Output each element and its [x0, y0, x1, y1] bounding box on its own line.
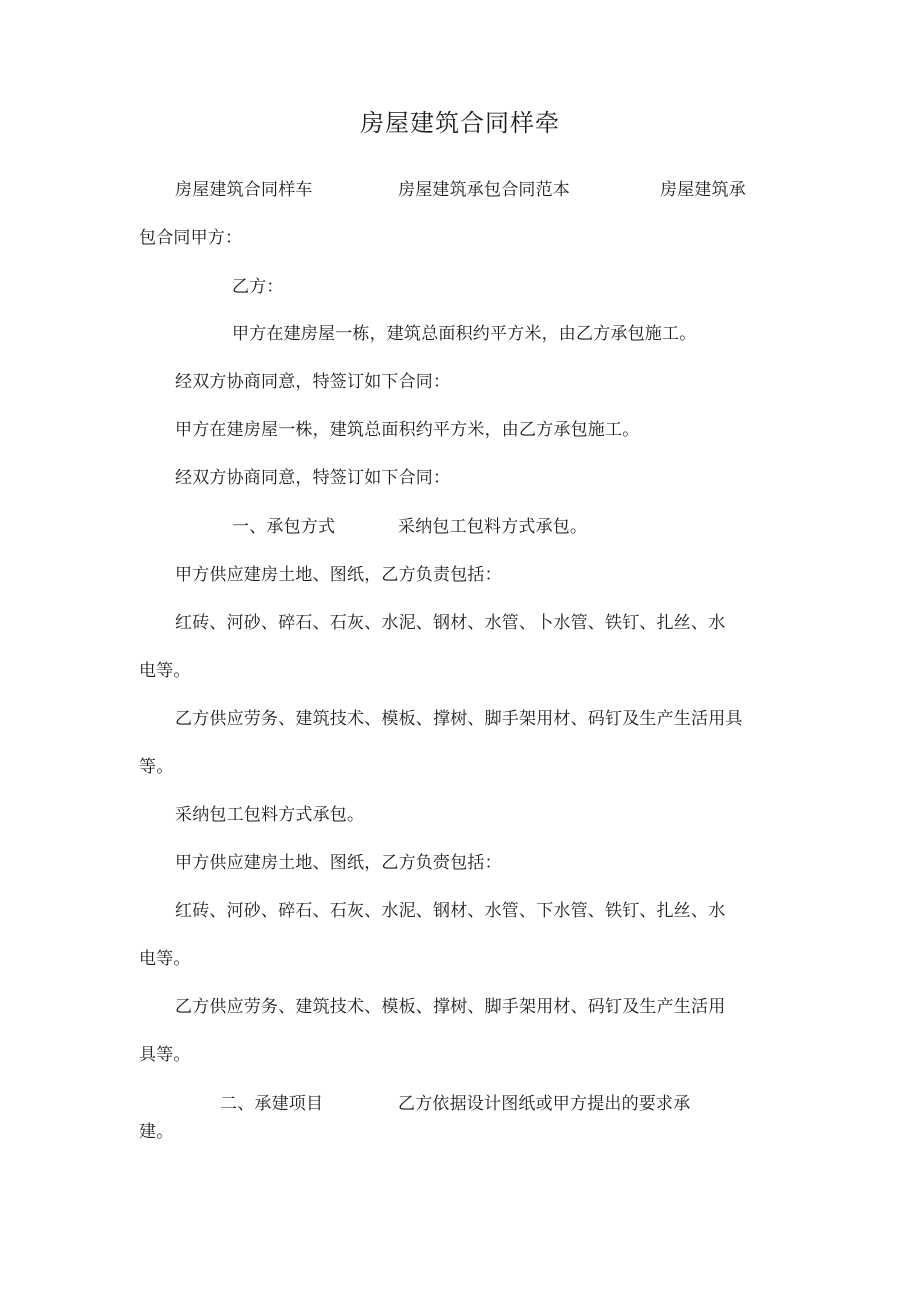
intro-col2: 房屋建筑承包合同范本 — [398, 180, 570, 200]
document-title: 房屋建筑合同样牵 — [360, 109, 560, 137]
paragraph-4: 经双方协商同意，特签订如下合同： — [175, 468, 451, 488]
section-2-heading: 二、承建项目 — [220, 1094, 324, 1114]
paragraph-10-line-1: 红砖、河砂、碎石、石灰、水泥、钢材、水管、下水管、铁钉、扎丝、水 — [175, 901, 726, 921]
section-2-text: 乙方依据设计图纸或甲方提出的要求承 — [398, 1094, 691, 1114]
paragraph-5: 甲方供应建房土地、图纸，乙方负责包括： — [175, 565, 502, 585]
paragraph-8: 采纳包工包料方式承包。 — [175, 805, 365, 825]
section-2-continuation: 建。 — [139, 1122, 174, 1142]
section-1-heading: 一、承包方式 — [232, 517, 336, 537]
paragraph-3: 甲方在建房屋一株，建筑总面积约平方米，由乙方承包施工。 — [175, 420, 640, 440]
paragraph-6-line-2: 电等。 — [139, 661, 191, 681]
paragraph-9: 甲方供应建房土地、图纸，乙方负赍包括： — [175, 853, 502, 873]
paragraph-6-line-1: 红砖、河砂、碎石、石灰、水泥、钢材、水管、卜水管、铁钉、扎丝、水 — [175, 613, 726, 633]
party-b-label: 乙方： — [232, 277, 284, 297]
intro-col1: 房屋建筑合同样车 — [175, 180, 313, 200]
paragraph-7-line-1: 乙方供应劳务、建筑技术、模板、撑树、脚手架用材、码钉及生产生活用具 — [175, 709, 743, 729]
intro-col3: 房屋建筑承 — [660, 180, 746, 200]
paragraph-11-line-2: 具等。 — [139, 1045, 191, 1065]
paragraph-1: 甲方在建房屋一栋，建筑总面积约平方米，由乙方承包施工。 — [232, 324, 697, 344]
paragraph-10-line-2: 电等。 — [139, 949, 191, 969]
intro-continuation: 包合同甲方： — [139, 228, 243, 248]
paragraph-11-line-1: 乙方供应劳务、建筑技术、模板、撑树、脚手架用材、码钉及生产生活用 — [175, 997, 726, 1017]
paragraph-7-line-2: 等。 — [139, 757, 174, 777]
section-1-text: 采纳包工包料方式承包。 — [398, 517, 588, 537]
paragraph-2: 经双方协商同意，特签订如下合同： — [175, 372, 451, 392]
